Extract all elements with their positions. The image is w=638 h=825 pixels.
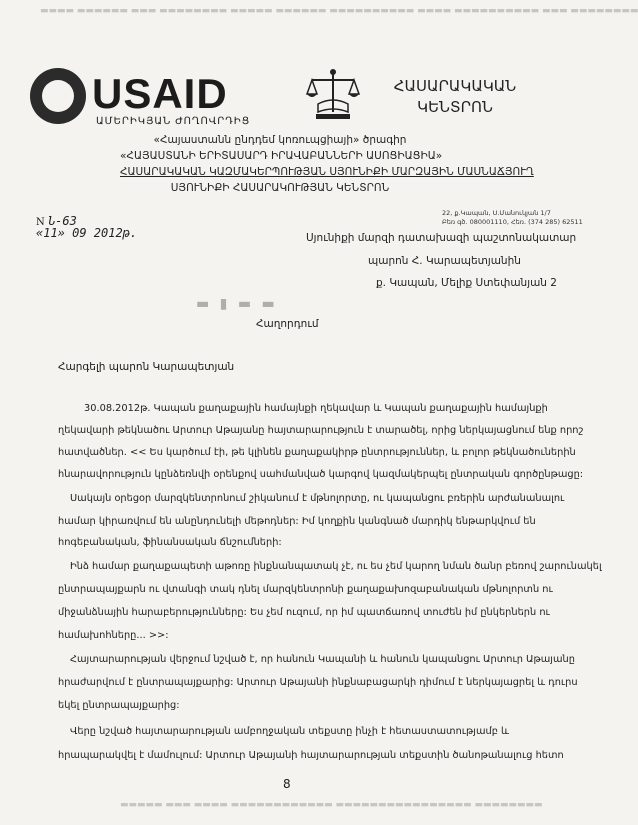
usaid-subtitle: ԱՄԵՐԻԿՅԱՆ ԺՈՂՈՎՐԴԻՑ — [96, 116, 251, 127]
usaid-logo-text: USAID — [92, 70, 228, 117]
body-line: եկել ընտրապայքարից: — [58, 700, 180, 711]
project-name: «Հայաստանն ընդդեմ կոռուպցիայի» ծրագիր — [153, 134, 407, 146]
scales-of-justice-icon — [306, 66, 360, 124]
center-name-line2: ԿԵՆՏՐՈՆ — [417, 98, 493, 116]
body-line: Վերը նշված հայտարարության ամբողջական տեքստը ինչի է հետաստատությամբ և — [70, 726, 509, 737]
contact-phone: Բեռ գծ. 080001110, Հեռ. (374 285) 62511 — [442, 218, 583, 226]
body-line: հրապարակվել է մամուլում: Արտուր Աթայանի հայտարարության տեքստին ծանոթանալուց հետո — [58, 750, 564, 761]
body-line: համախոհները... >>: — [58, 630, 169, 641]
number-value: Ն-63 — [47, 214, 77, 228]
body-line: միջանձնային հարաբերությունները: Ես չեմ ուզում, որ իմ պատճառով տուժեն իմ ընկերներն ու — [58, 607, 550, 618]
body-line: հատվածներ. << Ես կարծում էի, թե կլինեն քաղաքակիրթ ընտրություններ, և բոլոր թեկնածուներին — [58, 447, 576, 458]
contact-address: 22, ք.Կապան, Ս.Մանուկյան 1/7 — [442, 209, 551, 217]
addressee-name: պարոն Հ. Կարապետյանին — [368, 255, 521, 267]
organization-name: «ՀԱՅԱՍՏԱՆԻ ԵՐԻՏԱՍԱՐԴ ԻՐԱՎԱԲԱՆՆԵՐԻ ԱՍՈՑԻԱՑԻԱ» — [120, 150, 443, 162]
number-label: N — [36, 217, 45, 228]
branch-name: ՀԱՍԱՐԱԿԱԿԱՆ ԿԱԶՄԱԿԵՐՊՈՒԹՅԱՆ ՍՅՈՒՆԻՔԻ ՄԱՐԶԱՅԻՆ ՄԱՍՆԱՃՅՈՒՂ — [120, 166, 534, 178]
document-title: Հաղորդում — [256, 318, 319, 330]
body-line: հնարավորություն կընձեռնվի օրենքով սահմանված կարգով կազմակերպել ընտրական գործընթացը: — [58, 469, 584, 480]
faint-stamp: ▬ ▮ ▬ ▬ — [196, 296, 278, 312]
usaid-seal-logo — [30, 68, 86, 124]
addressee-title: Սյունիքի մարզի դատախազի պաշտոնակատար — [306, 232, 577, 244]
body-line: Սակայն օրեցօր մարզկենտրոնում շիկանում է մթնոլորտը, ու կապանցու բռերին արժանանալու — [70, 493, 565, 504]
bleed-through-text: ▬▬▬▬ ▬▬▬▬▬▬ ▬▬▬ ▬▬▬▬▬▬▬▬ ▬▬▬▬▬ ▬▬▬▬▬▬ ▬▬▬▬▬▬▬▬▬▬ ▬▬▬▬ ▬▬▬▬▬▬▬▬▬▬ ▬▬▬ ▬▬▬▬▬▬▬▬ — [40, 6, 638, 16]
document-date — [36, 226, 137, 240]
center-name-line1: ՀԱՍԱՐԱԿԱԿԱՆ — [393, 77, 517, 95]
body-line: Ինձ համար քաղաքապետի աթոռը ինքնանպատակ չէ, ու ես չեմ կարող նման ծանր բեռով շարունակել — [70, 561, 602, 572]
date-value: «11» 09 2012թ. — [36, 226, 138, 240]
public-center-name — [370, 76, 540, 118]
addressee-address: ք. Կապան, Մելիք Ստեփանյան 2 — [376, 277, 557, 289]
body-line: համար կիրառվում են անընդունելի մեթոդներ: Իմ կողքին կանգնած մարդիկ ենթարկվում են — [58, 516, 536, 527]
body-line: հոգեբանական, ֆինանսական ճնշումների: — [58, 537, 282, 548]
body-line: ղեկավարի թեկնածու Արտուր Աթայանը հայտարարություն է տարածել, որից ներկայացնում ենք որոշ — [58, 425, 584, 436]
body-line: հրաժարվում է ընտրապայքարից: Արտուր Աթայանի ինքնաբացարկի դիմում է ներկայացրել և դուրս — [58, 677, 578, 688]
body-line: Հայտարարության վերջում նշված է, որ հանուն Կապանի և հանուն կապանցու Արտուր Աթայանը — [70, 654, 575, 665]
page-number: 8 — [283, 777, 291, 791]
body-line: ընտրապայքարն ու վտանգի տակ դնել մարզկենտրոնի քաղաքախոզաբանական մթնոլորտն ու — [58, 584, 553, 595]
body-line: 30.08.2012թ. Կապան քաղաքային համայնքի ղեկավար և Կապան քաղաքային համայնքի — [84, 403, 548, 414]
center-subtitle: ՍՅՈՒՆԻՔԻ ՀԱՍԱՐԱԿՈՒԹՅԱՆ ԿԵՆՏՐՈՆ — [170, 182, 390, 194]
bleed-through-text: ▬▬▬▬▬ ▬▬▬ ▬▬▬▬ ▬▬▬▬▬▬▬▬▬▬▬▬ ▬▬▬▬▬▬▬▬▬▬▬▬▬▬▬▬ ▬▬▬▬▬▬▬▬ — [120, 800, 543, 810]
contact-block — [442, 209, 583, 227]
greeting: Հարգելի պարոն Կարապետյան — [58, 361, 235, 373]
